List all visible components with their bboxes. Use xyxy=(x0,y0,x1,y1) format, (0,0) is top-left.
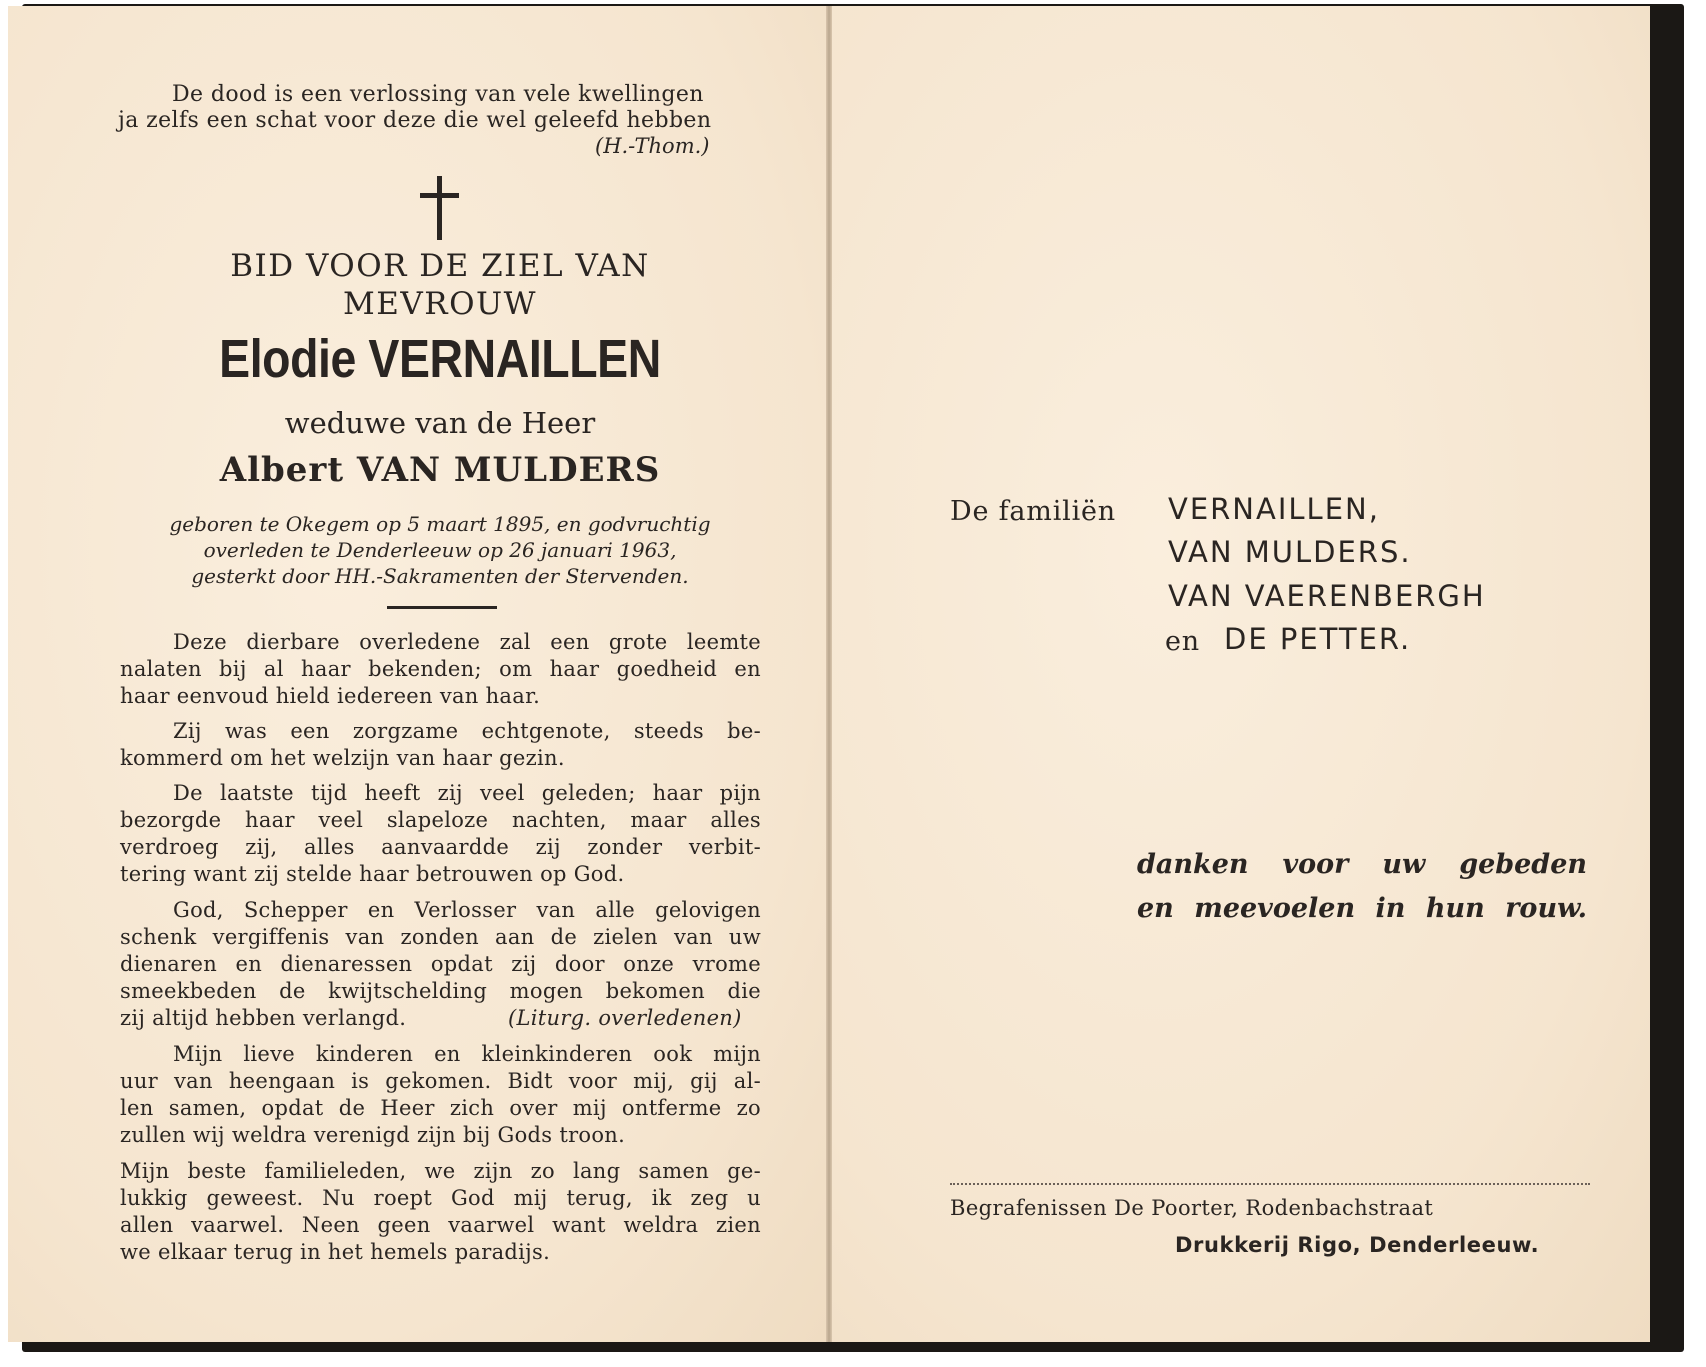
para6-line2: lukkig geweest. Nu roept God mij terug, ik zeg u xyxy=(120,1186,761,1210)
dates-line-1: geboren te Okegem op 5 maart 1895, en godvruchtig xyxy=(169,512,711,536)
para1-line3: haar eenvoud hield iedereen van haar. xyxy=(120,684,541,708)
para6-line3: allen vaarwel. Neen geen vaarwel want weldra zien xyxy=(120,1213,761,1237)
title-heading: MEVROUW xyxy=(342,286,537,322)
widow-of: weduwe van de Heer xyxy=(284,406,596,440)
family-last-prefix: en xyxy=(1165,626,1200,657)
para3-line4: tering want zij stelde haar betrouwen op God. xyxy=(120,862,625,886)
family-label: De familiën xyxy=(950,496,1116,527)
para2-line1: Zij was een zorgzame echtgenote, steeds be- xyxy=(173,719,761,743)
para5-line3: len samen, opdat de Heer zich over mij ontferme zo xyxy=(120,1096,761,1120)
footer-dotted-rule xyxy=(950,1183,1590,1185)
para6-line4: we elkaar terug in het hemels paradijs. xyxy=(120,1240,551,1264)
para4-line5: zij altijd hebben verlangd. xyxy=(120,1006,407,1030)
para1-line1: Deze dierbare overledene zal een grote leemte xyxy=(173,630,761,654)
family-name-4: DE PETTER. xyxy=(1224,622,1412,656)
pray-heading: BID VOOR DE ZIEL VAN xyxy=(230,248,650,284)
printer: Drukkerij Rigo, Denderleeuw. xyxy=(1175,1233,1540,1257)
motto-line-1: De dood is een verlossing van vele kwellingen xyxy=(172,82,704,107)
family-name-3: VAN VAERENBERGH xyxy=(1168,579,1486,613)
para1-line2: nalaten bij al haar bekenden; om haar goedheid en xyxy=(120,657,761,681)
family-name-2: VAN MULDERS. xyxy=(1168,535,1412,569)
divider-rule xyxy=(387,606,497,609)
para4-line2: schenk vergiffenis van zonden aan de zielen van uw xyxy=(120,925,761,949)
thanks-line-1: danken voor uw gebeden xyxy=(1137,849,1587,880)
para5-line2: uur van heengaan is gekomen. Bidt voor mij, gij al- xyxy=(120,1069,761,1093)
para4-line1: God, Schepper en Verlosser van alle gelovigen xyxy=(173,898,761,922)
liturgy-source: (Liturg. overledenen) xyxy=(508,1006,742,1030)
deceased-name: Elodie VERNAILLEN xyxy=(219,329,661,389)
right-panel xyxy=(832,6,1650,1342)
dates-line-2: overleden te Denderleeuw op 26 januari 1963, xyxy=(203,538,677,562)
motto-source: (H.-Thom.) xyxy=(595,134,710,158)
funeral-home: Begrafenissen De Poorter, Rodenbachstraat xyxy=(950,1196,1434,1220)
para5-line1: Mijn lieve kinderen en kleinkinderen ook mijn xyxy=(173,1042,761,1066)
para3-line2: bezorgde haar veel slapeloze nachten, maar alles xyxy=(120,808,761,832)
para4-line4: smeekbeden de kwijtschelding mogen bekomen die xyxy=(120,979,761,1003)
motto-line-2: ja zelfs een schat voor deze die wel geleefd hebben xyxy=(118,108,712,133)
para6-line1: Mijn beste familieleden, we zijn zo lang samen ge- xyxy=(120,1159,761,1183)
para3-line1: De laatste tijd heeft zij veel geleden; haar pijn xyxy=(173,781,761,805)
dates-line-3: gesterkt door HH.-Sakramenten der Stervenden. xyxy=(191,564,689,588)
husband-name: Albert VAN MULDERS xyxy=(219,450,661,490)
para4-line3: dienaren en dienaressen opdat zij door onze vrome xyxy=(120,952,761,976)
para5-line4: zullen wij weldra verenigd zijn bij Gods troon. xyxy=(120,1123,626,1147)
para2-line2: kommerd om het welzijn van haar gezin. xyxy=(120,746,565,770)
para3-line3: verdroeg zij, alles aanvaardde zij zonder verbit- xyxy=(120,835,761,859)
family-name-1: VERNAILLEN, xyxy=(1168,492,1380,526)
thanks-line-2: en meevoelen in hun rouw. xyxy=(1137,893,1587,924)
